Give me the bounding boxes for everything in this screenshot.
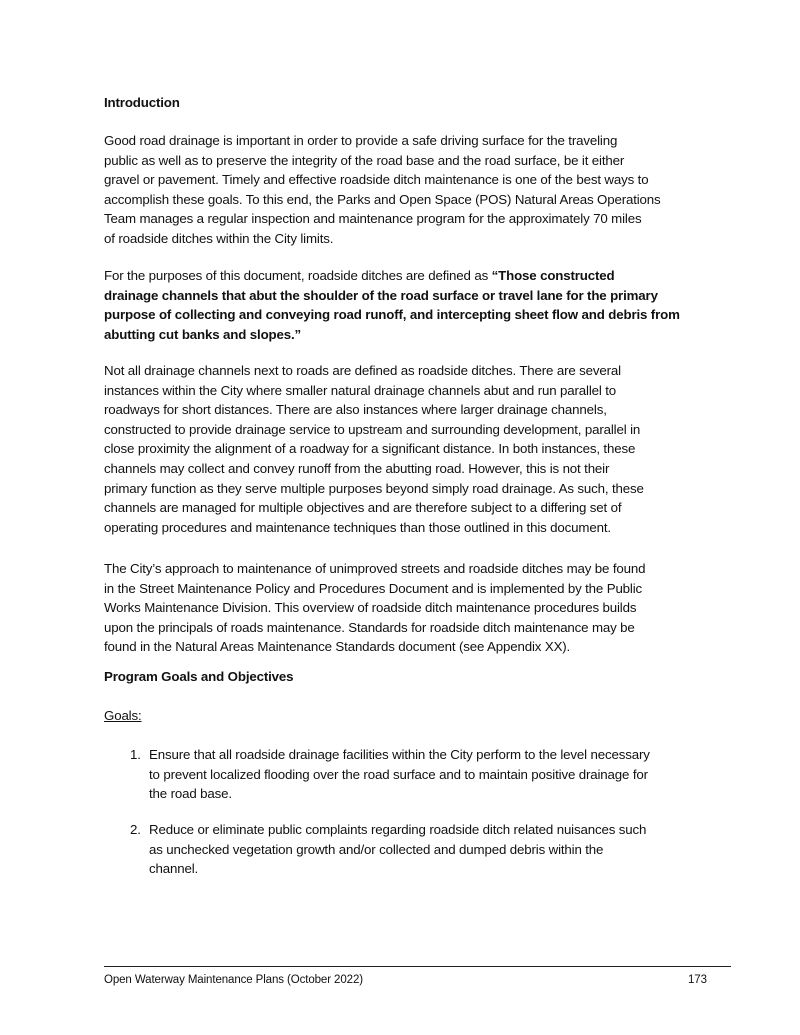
intro-paragraph bbox=[104, 131, 661, 249]
text-line: primary function as they serve multiple purposes beyond simply road drainage. As such, these bbox=[104, 480, 644, 496]
text-line: to prevent localized flooding over the road surface and to maintain positive drainage for bbox=[149, 766, 648, 782]
text-line: upon the principals of roads maintenance. Standards for roadside ditch maintenance may be bbox=[104, 619, 635, 635]
text-line bbox=[104, 266, 680, 286]
definition-quote: “Those constructed bbox=[491, 268, 615, 283]
footer-divider bbox=[104, 966, 731, 967]
text-line: as unchecked vegetation growth and/or collected and dumped debris within the bbox=[149, 841, 604, 857]
definition-quote: purpose of collecting and conveying road runoff, and intercepting sheet flow and debris from bbox=[104, 307, 680, 323]
definition-quote: drainage channels that abut the shoulder of the road surface or travel lane for the primary bbox=[104, 287, 658, 303]
definition-lead: For the purposes of this document, roadside ditches are defined as bbox=[104, 268, 492, 283]
text-line: Works Maintenance Division. This overview of roadside ditch maintenance procedures builds bbox=[104, 600, 637, 616]
text-line: public as well as to preserve the integrity of the road base and the road surface, be it either bbox=[104, 152, 625, 168]
text-line: in the Street Maintenance Policy and Procedures Document and is implemented by the Public bbox=[104, 580, 643, 596]
list-number: 1. bbox=[130, 747, 141, 762]
text-line: accomplish these goals. To this end, the Parks and Open Space (POS) Natural Areas Operations bbox=[104, 191, 661, 207]
text-line: constructed to provide drainage service to upstream and surrounding development, parallel in bbox=[104, 421, 641, 437]
text-line: channels are managed for multiple objectives and are therefore subject to a differing set of bbox=[104, 500, 622, 516]
text-line: of roadside ditches within the City limits. bbox=[104, 230, 334, 246]
goal-item-2 bbox=[130, 820, 730, 880]
goal-item-1 bbox=[130, 745, 730, 805]
definition-paragraph bbox=[104, 266, 680, 344]
page-number: 173 bbox=[688, 974, 707, 986]
text-line: channels may collect and convey runoff from the abutting road. However, this is not their bbox=[104, 460, 610, 476]
intro-heading: Introduction bbox=[104, 95, 180, 110]
text-line: The City’s approach to maintenance of unimproved streets and roadside ditches may be found bbox=[104, 561, 646, 576]
text-line: Ensure that all roadside drainage facilities within the City perform to the level necessary bbox=[149, 747, 650, 762]
text-line: Good road drainage is important in order to provide a safe driving surface for the traveling bbox=[104, 133, 618, 148]
goals-subheading: Goals: bbox=[104, 708, 142, 723]
approach-paragraph bbox=[104, 559, 645, 657]
list-number: 2. bbox=[130, 822, 141, 837]
text-line: close proximity the alignment of a roadway for a significant distance. In both instances, these bbox=[104, 441, 636, 457]
text-line: the road base. bbox=[149, 786, 232, 802]
text-line: channel. bbox=[149, 861, 199, 877]
text-line: Not all drainage channels next to roads are defined as roadside ditches. There are several bbox=[104, 363, 621, 378]
goals-section-heading: Program Goals and Objectives bbox=[104, 669, 294, 684]
text-line: gravel or pavement. Timely and effective roadside ditch maintenance is one of the best ways to bbox=[104, 172, 649, 188]
text-line: operating procedures and maintenance techniques than those outlined in this document. bbox=[104, 519, 611, 535]
footer-title: Open Waterway Maintenance Plans (October 2022) bbox=[104, 974, 363, 986]
not-all-paragraph bbox=[104, 361, 644, 537]
text-line: Reduce or eliminate public complaints regarding roadside ditch related nuisances such bbox=[149, 822, 647, 837]
text-line: instances within the City where smaller natural drainage channels abut and run parallel to bbox=[104, 382, 617, 398]
text-line: Team manages a regular inspection and maintenance program for the approximately 70 miles bbox=[104, 211, 642, 227]
text-line: roadways for short distances. There are also instances where larger drainage channels, bbox=[104, 402, 607, 418]
definition-quote: abutting cut banks and slopes.” bbox=[104, 326, 302, 342]
text-line: found in the Natural Areas Maintenance Standards document (see Appendix XX). bbox=[104, 639, 571, 655]
